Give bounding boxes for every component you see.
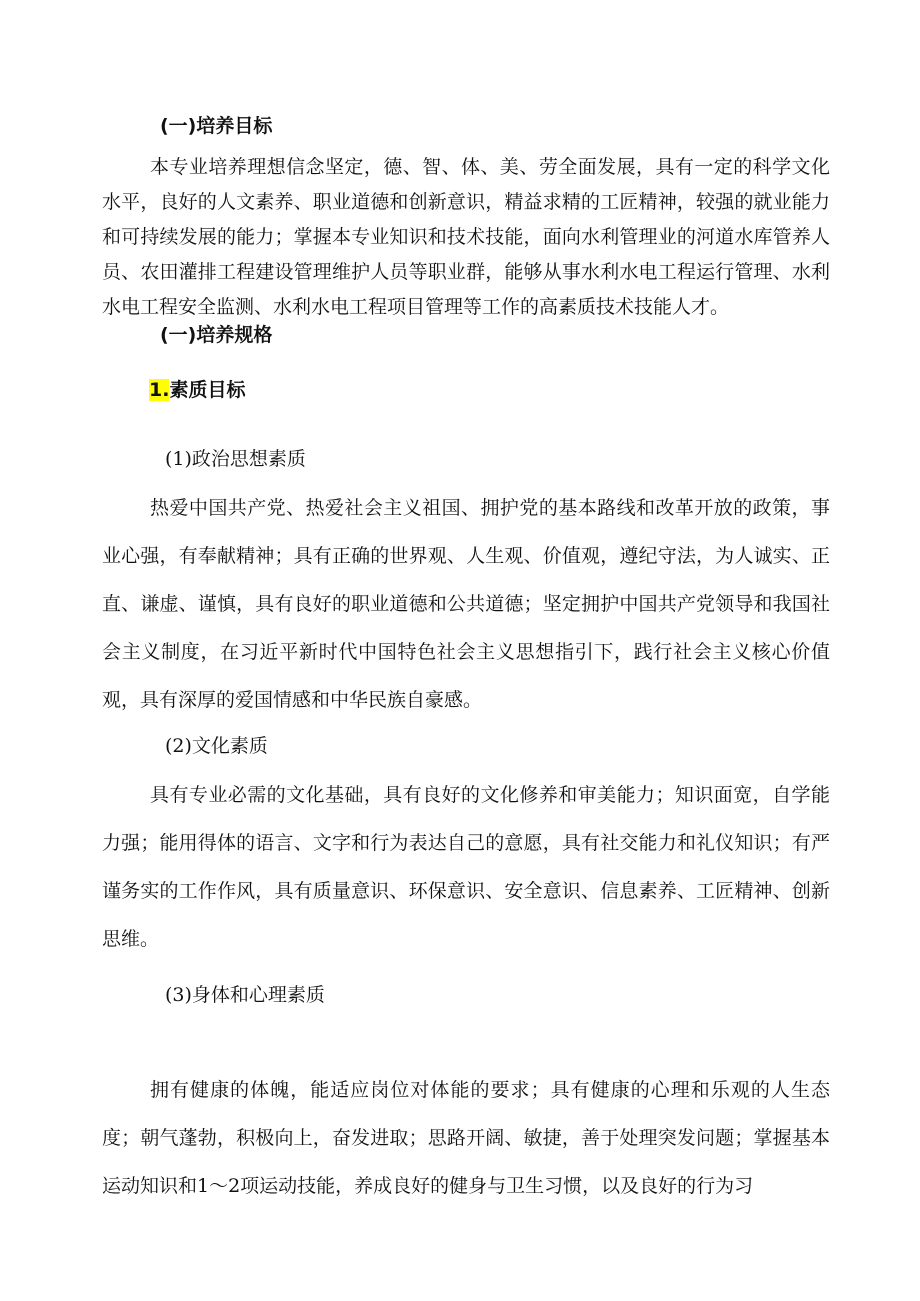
political-quality-heading: (1)政治思想素质 bbox=[165, 448, 306, 470]
highlighted-section-number: 1. bbox=[149, 379, 170, 401]
quality-goal-title: 素质目标 bbox=[169, 379, 246, 401]
training-goal-heading: (一)培养目标 bbox=[160, 115, 273, 137]
physical-mental-quality-heading: (3)身体和心理素质 bbox=[165, 984, 325, 1006]
training-spec-heading: (一)培养规格 bbox=[160, 324, 273, 346]
quality-goal-heading bbox=[149, 378, 245, 402]
political-quality-paragraph: 热爱中国共产党、热爱社会主义祖国、拥护党的基本路线和改革开放的政策，事业心强，有奉献精神；具有正确的世界观、人生观、价值观，遵纪守法，为人诚实、正直、谦虚、谨慎，具有良好的职业道德和公共道德；坚定拥护中国共产党领导和我国社会主义制度，在习近平新时代中国特色社会主义思想指引下，践行社会主义核心价值观，具有深厚的爱国情感和中华民族自豪感。 bbox=[102, 497, 830, 711]
cultural-quality-paragraph: 具有专业必需的文化基础，具有良好的文化修养和审美能力；知识面宽，自学能力强；能用得体的语言、文字和行为表达自己的意愿，具有社交能力和礼仪知识；有严谨务实的工作作风，具有质量意识、环保意识、安全意识、信息素养、工匠精神、创新思维。 bbox=[102, 784, 830, 950]
training-goal-paragraph: 本专业培养理想信念坚定，德、智、体、美、劳全面发展，具有一定的科学文化水平，良好的人文素养、职业道德和创新意识，精益求精的工匠精神，较强的就业能力和可持续发展的能力；掌握本专业知识和技术技能，面向水利管理业的河道水库管养人员、农田灌排工程建设管理维护人员等职业群，能够从事水利水电工程运行管理、水利水电工程安全监测、水利水电工程项目管理等工作的高素质技术技能人才。 bbox=[102, 156, 830, 318]
physical-mental-quality-paragraph: 拥有健康的体魄，能适应岗位对体能的要求；具有健康的心理和乐观的人生态度；朝气蓬勃，积极向上，奋发进取；思路开阔、敏捷，善于处理突发问题；掌握基本运动知识和1～2项运动技能，养成良好的健身与卫生习惯，以及良好的行为习 bbox=[102, 1079, 830, 1197]
cultural-quality-heading: (2)文化素质 bbox=[165, 735, 268, 757]
